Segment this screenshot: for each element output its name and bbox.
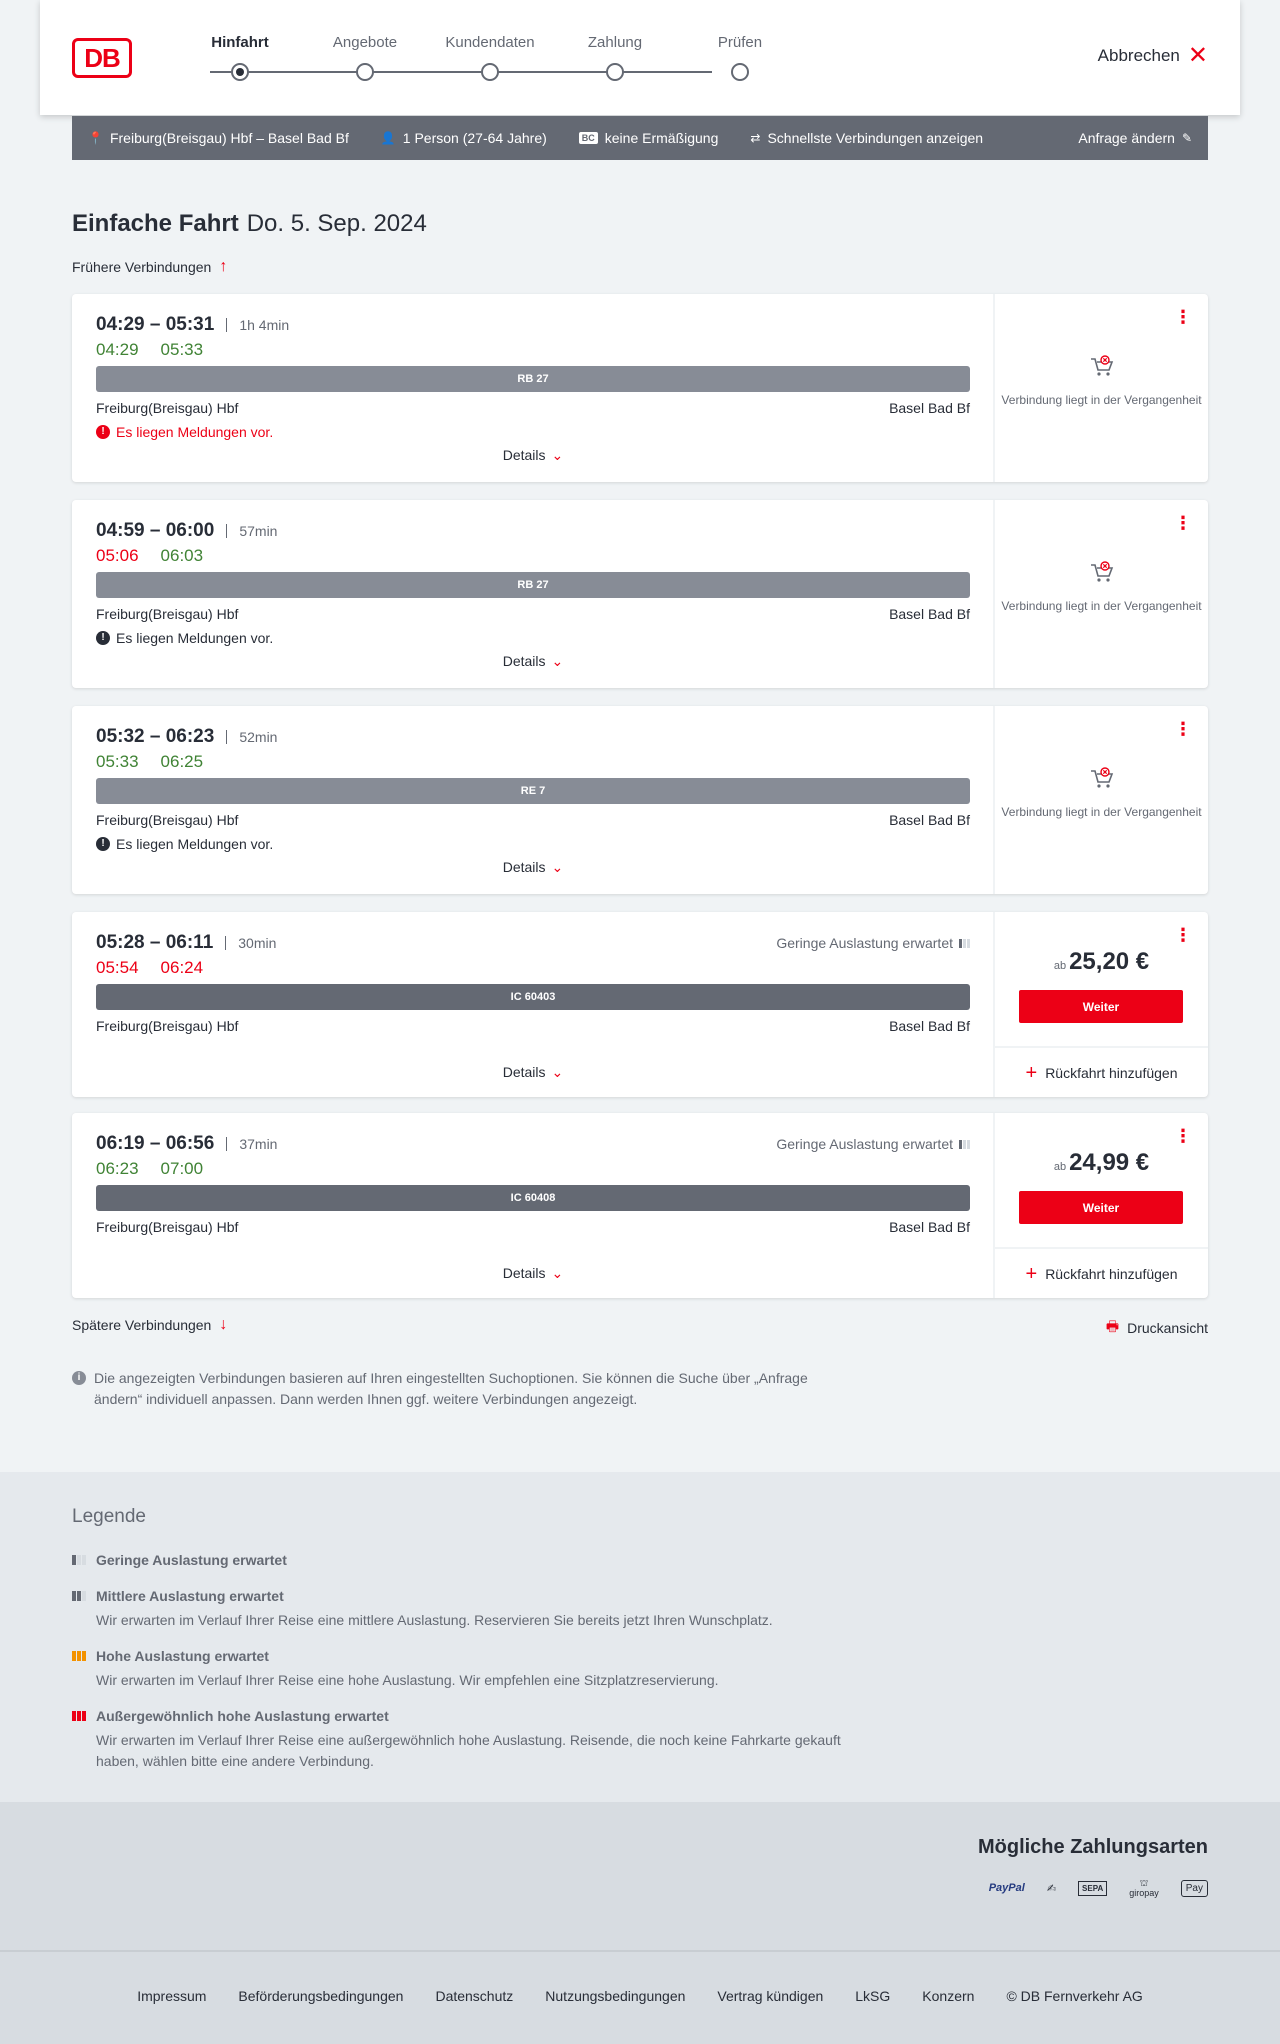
db-logo[interactable]: DB [72, 38, 132, 78]
chevron-down-icon: ⌄ [551, 1265, 564, 1281]
legend-item-high [72, 1648, 856, 1691]
realtime-departure: 05:06 [96, 546, 139, 565]
progress-steps [180, 34, 800, 84]
add-return-trip-label: Rückfahrt hinzufügen [1045, 1065, 1178, 1081]
connection-details [96, 1113, 970, 1298]
bahncard-icon: BC [579, 132, 598, 144]
change-request-button[interactable] [1078, 130, 1192, 146]
payment-methods-section [0, 1802, 1280, 1950]
step-label: Angebote [332, 34, 398, 51]
passenger-text: 1 Person (27-64 Jahre) [402, 130, 547, 146]
arrival-station: Basel Bad Bf [889, 1219, 970, 1235]
connection-times [96, 314, 289, 336]
earlier-connections-link[interactable] [72, 258, 227, 276]
price-value: 24,99 € [1069, 1149, 1150, 1176]
connection-times [96, 520, 277, 542]
connection-times [96, 726, 277, 748]
realtime-departure: 06:23 [96, 1159, 139, 1178]
add-return-trip-button[interactable] [995, 1247, 1208, 1299]
print-view-link[interactable] [1106, 1316, 1208, 1340]
price [995, 948, 1208, 976]
stations [96, 606, 970, 622]
message-text: Es liegen Meldungen vor. [116, 630, 274, 646]
departure-station: Freiburg(Breisgau) Hbf [96, 1018, 239, 1034]
duration: 1h 4min [226, 318, 289, 332]
message-notice [96, 424, 273, 440]
more-options-icon[interactable]: ⋮ [1174, 925, 1192, 945]
past-connection-notice [995, 560, 1208, 614]
arrow-up-icon: ↑ [219, 258, 228, 275]
legend-item-exceptional [72, 1708, 856, 1772]
duration: 57min [226, 524, 277, 538]
giropay-icon: ⛫ giropay [1129, 1878, 1159, 1898]
arrival-station: Basel Bad Bf [889, 1018, 970, 1034]
train-bar: IC 60408 [96, 1185, 970, 1211]
planned-times: 05:32 – 06:23 [96, 726, 215, 747]
departure-station: Freiburg(Breisgau) Hbf [96, 1219, 239, 1235]
print-view-label: Druckansicht [1127, 1320, 1208, 1336]
more-options-icon[interactable]: ⋮ [1174, 719, 1192, 739]
step-zahlung [555, 34, 675, 54]
info-icon: i [72, 1371, 86, 1385]
load-indicator [776, 1136, 970, 1152]
details-toggle[interactable] [96, 1265, 970, 1282]
connection-details [96, 912, 970, 1097]
chevron-down-icon: ⌄ [551, 447, 564, 463]
earlier-connections-label: Frühere Verbindungen [72, 259, 212, 275]
past-connection-text: Verbindung liegt in der Vergangenheit [1001, 805, 1202, 819]
connection-card [72, 500, 1208, 688]
past-connection-text: Verbindung liegt in der Vergangenheit [1001, 599, 1202, 613]
details-toggle[interactable] [96, 859, 970, 876]
paypal-icon: PayPal [988, 1882, 1025, 1894]
step-dot-icon [606, 63, 624, 81]
step-label: Kundendaten [445, 34, 535, 51]
arrival-station: Basel Bad Bf [889, 400, 970, 416]
step-dot-icon [231, 63, 249, 81]
low-load-icon [959, 1140, 970, 1149]
details-label: Details [502, 1265, 546, 1281]
plus-icon: + [1025, 1263, 1038, 1285]
footer-link-befoerderungsbedingungen[interactable]: Beförderungsbedingungen [238, 1988, 404, 2004]
details-toggle[interactable] [96, 1064, 970, 1081]
info-text: Die angezeigten Verbindungen basieren auf Ihren eingestellten Suchoptionen. Sie können die Suche über „Anfrage ändern“ individuell anpassen. Dann werden Ihnen ggf. weitere Verbindungen angezeigt. [94, 1370, 808, 1407]
realtime-times [96, 546, 225, 566]
person-icon: 👤 [380, 131, 396, 145]
legend-item-title: Hohe Auslastung erwartet [96, 1648, 269, 1664]
cart-unavailable-icon [1089, 354, 1115, 380]
arrival-station: Basel Bad Bf [889, 812, 970, 828]
sepa-icon: SEPA [1078, 1881, 1107, 1896]
info-notice [72, 1368, 852, 1410]
connection-card [72, 706, 1208, 894]
alert-icon: ! [96, 837, 110, 851]
discount-info [579, 130, 719, 146]
message-text: Es liegen Meldungen vor. [116, 424, 274, 440]
option-info [750, 130, 983, 146]
load-text: Geringe Auslastung erwartet [776, 1136, 953, 1152]
realtime-times [96, 1159, 225, 1179]
step-hinfahrt [180, 34, 300, 54]
cart-unavailable-icon [1089, 560, 1115, 586]
chevron-down-icon: ⌄ [551, 653, 564, 669]
realtime-departure: 05:54 [96, 958, 139, 977]
cancel-button[interactable] [1097, 42, 1208, 69]
legend-item-low [72, 1552, 287, 1568]
departure-station: Freiburg(Breisgau) Hbf [96, 812, 239, 828]
planned-times: 05:28 – 06:11 [96, 932, 214, 953]
legend-title: Legende [72, 1506, 146, 1527]
discount-text: keine Ermäßigung [604, 130, 719, 146]
duration: 30min [225, 936, 276, 950]
connection-times [96, 1133, 277, 1155]
details-toggle[interactable] [96, 653, 970, 670]
connection-details [96, 294, 970, 482]
offer-panel [993, 1113, 1208, 1298]
swap-arrows-icon: ⇄ [750, 131, 761, 145]
details-toggle[interactable] [96, 447, 970, 464]
more-options-icon[interactable]: ⋮ [1174, 513, 1192, 533]
low-load-icon [72, 1555, 86, 1565]
planned-times: 06:19 – 06:56 [96, 1133, 215, 1154]
footer-nav [0, 1988, 1280, 2004]
details-label: Details [502, 447, 546, 463]
direct-debit-icon: ✍ [1046, 1882, 1057, 1895]
past-connection-text: Verbindung liegt in der Vergangenheit [1001, 393, 1202, 407]
realtime-departure: 05:33 [96, 752, 139, 771]
departure-station: Freiburg(Breisgau) Hbf [96, 400, 239, 416]
footer-link-nutzungsbedingungen[interactable]: Nutzungsbedingungen [545, 1988, 686, 2004]
legend-item-description: Wir erwarten im Verlauf Ihrer Reise eine hohe Auslastung. Wir empfehlen eine Sitzplatzreservierung. [96, 1672, 719, 1688]
plus-icon: + [1025, 1062, 1038, 1084]
connection-card [72, 294, 1208, 482]
change-request-label: Anfrage ändern [1078, 130, 1175, 146]
realtime-arrival: 05:33 [160, 340, 204, 359]
footer-copyright: © DB Fernverkehr AG [1006, 1988, 1143, 2004]
more-options-icon[interactable]: ⋮ [1174, 307, 1192, 327]
train-bar: IC 60403 [96, 984, 970, 1010]
price-value: 25,20 € [1069, 948, 1150, 975]
low-load-icon [959, 939, 970, 948]
progress-line [210, 71, 712, 73]
printer-icon: 🖶 [1105, 1318, 1120, 1334]
price [995, 1149, 1208, 1177]
alert-icon: ! [96, 425, 110, 439]
connection-details [96, 706, 970, 894]
offer-panel [993, 294, 1208, 482]
chevron-down-icon: ⌄ [551, 1064, 564, 1080]
price-prefix: ab [1053, 1161, 1067, 1173]
apple-pay-label: Pay [1185, 1882, 1203, 1894]
step-label: Hinfahrt [211, 34, 269, 51]
continue-button[interactable]: Weiter [1019, 990, 1183, 1023]
step-angebote [305, 34, 425, 54]
message-notice [96, 630, 273, 646]
legend-item-description: Wir erwarten im Verlauf Ihrer Reise eine mittlere Auslastung. Reservieren Sie bereits jetzt Ihren Wunschplatz. [96, 1612, 773, 1628]
past-connection-notice [995, 354, 1208, 408]
realtime-times [96, 340, 225, 360]
planned-times: 04:59 – 06:00 [96, 520, 215, 541]
realtime-departure: 04:29 [96, 340, 139, 359]
duration: 37min [226, 1137, 277, 1151]
pencil-icon: ✎ [1181, 131, 1192, 145]
realtime-arrival: 06:24 [160, 958, 204, 977]
more-options-icon[interactable]: ⋮ [1174, 1126, 1192, 1146]
add-return-trip-button[interactable] [995, 1046, 1208, 1098]
arrival-station: Basel Bad Bf [889, 606, 970, 622]
option-text: Schnellste Verbindungen anzeigen [767, 130, 984, 146]
connection-card [72, 912, 1208, 1097]
cancel-label: Abbrechen [1097, 46, 1180, 65]
realtime-arrival: 06:03 [160, 546, 204, 565]
legend-item-title: Außergewöhnlich hohe Auslastung erwartet [96, 1708, 389, 1724]
giropay-label: giropay [1129, 1888, 1159, 1898]
continue-button[interactable]: Weiter [1019, 1191, 1183, 1224]
legend-section [0, 1472, 1280, 1802]
legend-item-title: Geringe Auslastung erwartet [96, 1552, 287, 1568]
connection-details [96, 500, 970, 688]
later-connections-link[interactable] [72, 1316, 227, 1334]
connection-times [96, 932, 276, 954]
payment-icons [989, 1878, 1208, 1898]
offer-panel [993, 706, 1208, 894]
alert-icon: ! [96, 631, 110, 645]
legend-item-title: Mittlere Auslastung erwartet [96, 1588, 284, 1604]
footer-link-impressum[interactable]: Impressum [137, 1988, 207, 2004]
footer-link-vertrag-kuendigen[interactable]: Vertrag kündigen [717, 1988, 824, 2004]
realtime-arrival: 07:00 [160, 1159, 204, 1178]
later-connections-label: Spätere Verbindungen [72, 1317, 212, 1333]
past-connection-notice [995, 766, 1208, 820]
passenger-info [381, 130, 547, 146]
step-dot-icon [731, 63, 749, 81]
route-info [88, 130, 349, 146]
page-title-date: Do. 5. Sep. 2024 [246, 210, 427, 237]
header [40, 0, 1240, 115]
train-bar: RE 7 [96, 778, 970, 804]
message-notice [96, 836, 273, 852]
stations [96, 400, 970, 416]
details-label: Details [502, 653, 546, 669]
step-dot-icon [356, 63, 374, 81]
step-label: Prüfen [717, 34, 763, 51]
details-label: Details [502, 859, 546, 875]
offer-panel [993, 912, 1208, 1097]
offer-panel [993, 500, 1208, 688]
footer-link-konzern[interactable]: Konzern [922, 1988, 975, 2004]
cart-unavailable-icon [1089, 766, 1115, 792]
message-text: Es liegen Meldungen vor. [116, 836, 274, 852]
stations [96, 812, 970, 828]
step-label: Zahlung [587, 34, 643, 51]
realtime-arrival: 06:25 [160, 752, 204, 771]
connection-card [72, 1113, 1208, 1298]
realtime-times [96, 752, 225, 772]
chevron-down-icon: ⌄ [551, 859, 564, 875]
search-summary-bar [72, 116, 1208, 160]
step-kundendaten [430, 34, 550, 54]
train-bar: RB 27 [96, 366, 970, 392]
route-text: Freiburg(Breisgau) Hbf – Basel Bad Bf [109, 130, 349, 146]
price-prefix: ab [1053, 960, 1067, 972]
step-dot-icon [481, 63, 499, 81]
train-bar: RB 27 [96, 572, 970, 598]
details-label: Details [502, 1064, 546, 1080]
medium-load-icon [72, 1591, 86, 1601]
stations [96, 1219, 970, 1235]
arrow-down-icon: ↓ [219, 1316, 228, 1333]
realtime-times [96, 958, 225, 978]
page-title-trip-type: Einfache Fahrt [72, 210, 239, 237]
close-icon: ✕ [1187, 42, 1208, 69]
footer [0, 1950, 1280, 2044]
load-indicator [776, 935, 970, 951]
location-pin-icon: 📍 [88, 131, 103, 145]
add-return-trip-label: Rückfahrt hinzufügen [1045, 1266, 1178, 1282]
high-load-icon [72, 1651, 86, 1661]
duration: 52min [226, 730, 277, 744]
stations [96, 1018, 970, 1034]
planned-times: 04:29 – 05:31 [96, 314, 215, 335]
legend-item-medium [72, 1588, 856, 1631]
payment-title: Mögliche Zahlungsarten [977, 1836, 1208, 1858]
footer-link-datenschutz[interactable]: Datenschutz [435, 1988, 514, 2004]
load-text: Geringe Auslastung erwartet [776, 935, 953, 951]
exceptional-load-icon [72, 1711, 86, 1721]
legend-item-description: Wir erwarten im Verlauf Ihrer Reise eine außergewöhnlich hohe Auslastung. Reisende, die noch keine Fahrkarte gekauft haben, wählen bitte eine andere Verbindung. [96, 1732, 841, 1769]
footer-link-lksg[interactable]: LkSG [855, 1988, 891, 2004]
departure-station: Freiburg(Breisgau) Hbf [96, 606, 239, 622]
step-pruefen [680, 34, 800, 54]
apple-pay-icon [1181, 1880, 1208, 1897]
page-title [72, 210, 427, 238]
